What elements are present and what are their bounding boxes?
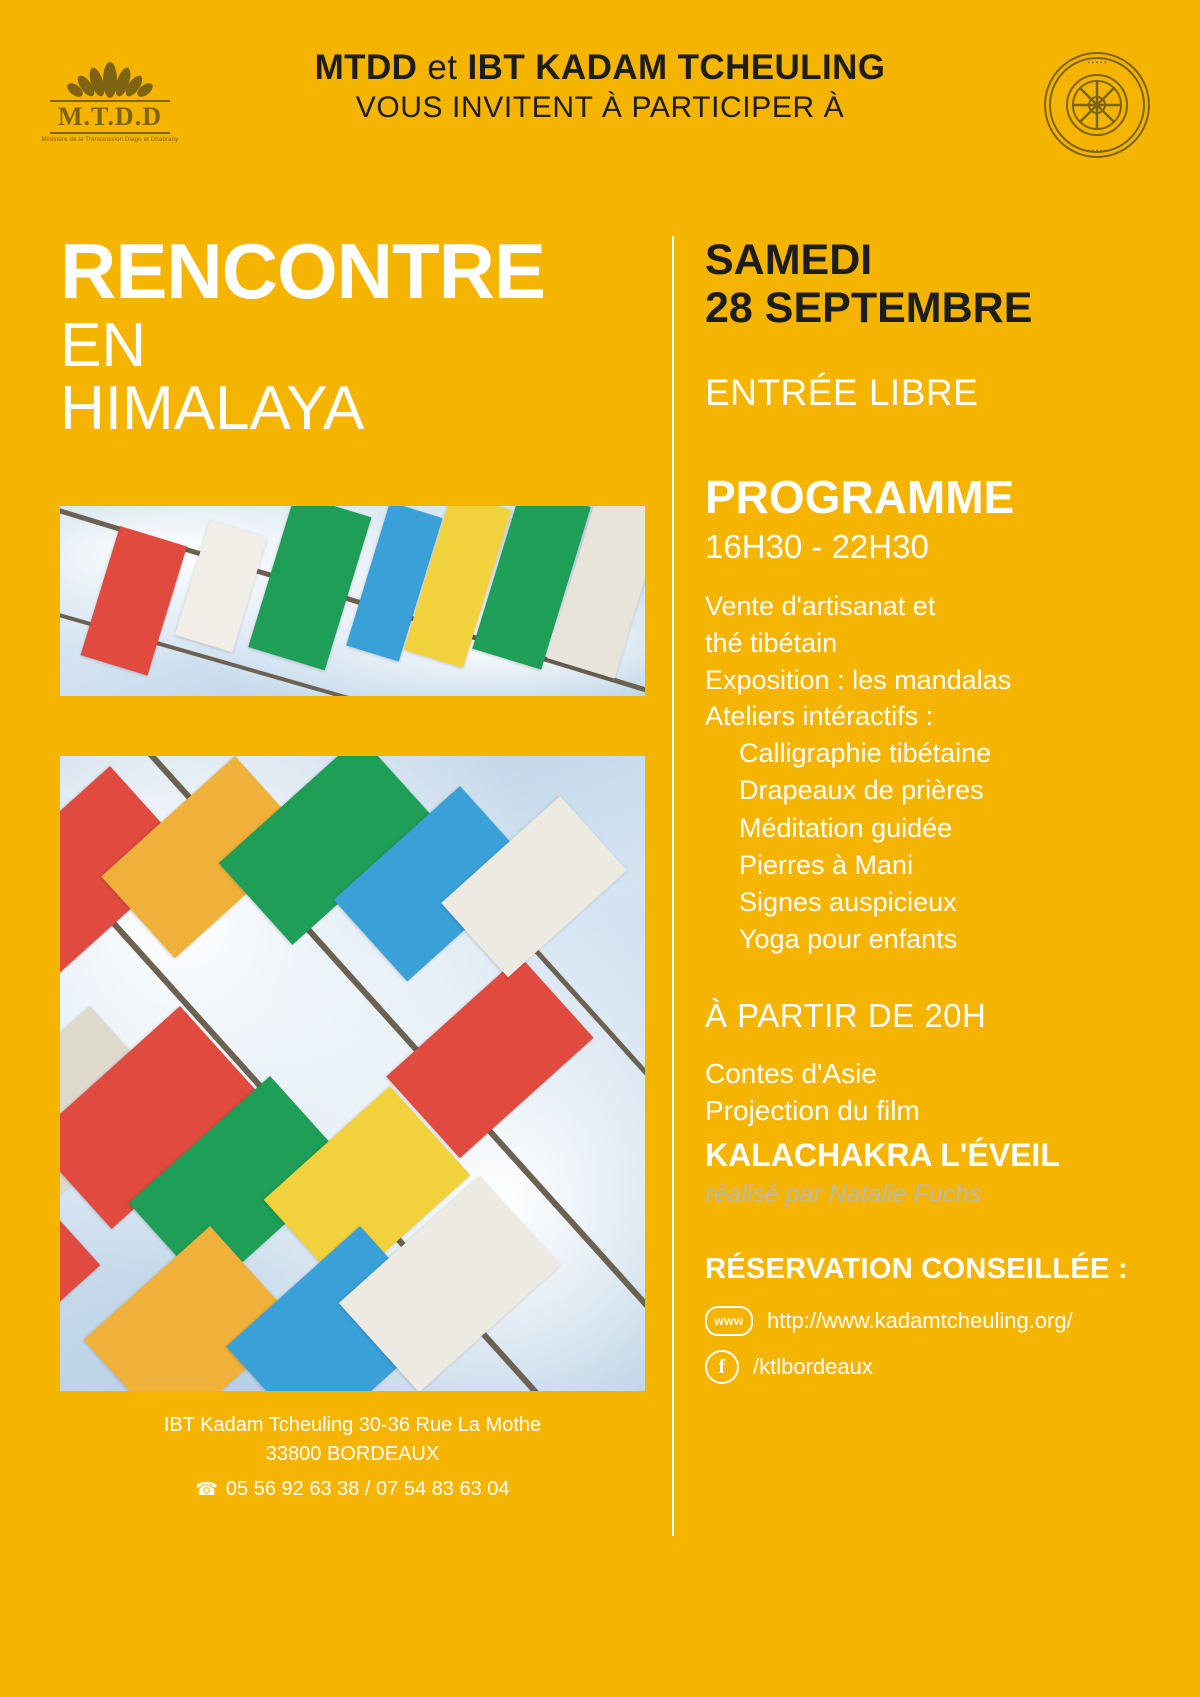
evening-heading: À PARTIR DE 20H	[705, 996, 987, 1034]
evening-item-1: Contes d'Asie	[705, 1057, 877, 1089]
phone-numbers: 05 56 92 63 38 / 07 54 83 63 04	[225, 1478, 510, 1500]
prayer-flags-photo-top	[60, 506, 645, 696]
page-title-line3: HIMALAYA	[60, 373, 365, 443]
list-item: Yoga pour enfants	[739, 924, 958, 955]
facebook-row[interactable]	[705, 1350, 1155, 1384]
header-org-mtdd: MTDD	[314, 48, 428, 87]
event-date-month: SEPTEMBRE	[764, 284, 1033, 333]
website-row[interactable]	[705, 1306, 1155, 1336]
workshop-items	[705, 735, 1155, 959]
programme-hours: 16H30 - 22H30	[705, 528, 929, 566]
mtdd-logo	[30, 58, 190, 144]
header-text-block	[315, 40, 886, 126]
event-date	[705, 284, 1155, 332]
venue-address	[60, 1411, 645, 1504]
reservation-heading: RÉSERVATION CONSEILLÉE :	[705, 1253, 1128, 1286]
vertical-divider	[672, 236, 674, 1536]
programme-heading: PROGRAMME	[705, 471, 1015, 524]
left-column	[60, 227, 650, 1500]
page-title-line2: EN	[60, 310, 147, 380]
list-item: Signes auspicieux	[739, 887, 957, 918]
header-org-ibt: IBT KADAM TCHEULING	[467, 48, 886, 87]
facebook-handle[interactable]: /ktlbordeaux	[753, 1354, 873, 1380]
list-item: Méditation guidée	[739, 812, 953, 843]
phone-row	[60, 1475, 645, 1504]
list-item: Vente d'artisanat et	[705, 591, 936, 622]
mtdd-logo-name: M.T.D.D	[57, 102, 162, 131]
poster-header	[0, 40, 1200, 155]
list-item: Calligraphie tibétaine	[739, 738, 992, 769]
page-title: RENCONTRE	[60, 227, 546, 315]
website-url[interactable]: http://www.kadamtcheuling.org/	[767, 1308, 1073, 1334]
mtdd-logo-subtitle: Ministère de la Transmission Diago et Dhabrany	[41, 137, 179, 143]
facebook-icon: f	[705, 1350, 739, 1384]
programme-items	[705, 588, 1155, 735]
film-title: KALACHAKRA L'ÉVEIL	[705, 1137, 1060, 1174]
logo-divider-bottom	[50, 132, 170, 134]
buddhist-seal-icon	[1042, 50, 1152, 160]
list-item: Ateliers intéractifs :	[705, 701, 934, 732]
lotus-icon	[62, 58, 158, 98]
film-credit: réalisé par Natalie Fuchs	[705, 1180, 982, 1209]
list-item: thé tibétain	[705, 628, 838, 659]
list-item: Pierres à Mani	[739, 849, 914, 880]
list-item: Exposition : les mandalas	[705, 664, 1012, 695]
phone-icon: ☎	[195, 1479, 218, 1500]
header-line-1	[315, 48, 886, 88]
right-column	[705, 236, 1155, 1384]
event-day: SAMEDI	[705, 236, 873, 284]
header-conjunction: et	[427, 48, 468, 87]
list-item: Drapeaux de prières	[739, 775, 984, 806]
www-icon: www	[705, 1306, 753, 1336]
address-line-2: 33800 BORDEAUX	[265, 1443, 440, 1465]
svg-text:• • • • •: • • • • •	[1087, 147, 1107, 155]
header-line-2: VOUS INVITENT À PARTICIPER À	[355, 91, 845, 125]
event-date-number: 28	[705, 284, 753, 333]
evening-item-2: Projection du film	[705, 1094, 920, 1126]
prayer-flags-photo-bottom	[60, 756, 645, 1391]
address-line-1: IBT Kadam Tcheuling 30-36 Rue La Mothe	[163, 1414, 542, 1436]
entry-info: ENTRÉE LIBRE	[705, 372, 979, 414]
svg-text:• • • • •: • • • • •	[1087, 59, 1107, 67]
